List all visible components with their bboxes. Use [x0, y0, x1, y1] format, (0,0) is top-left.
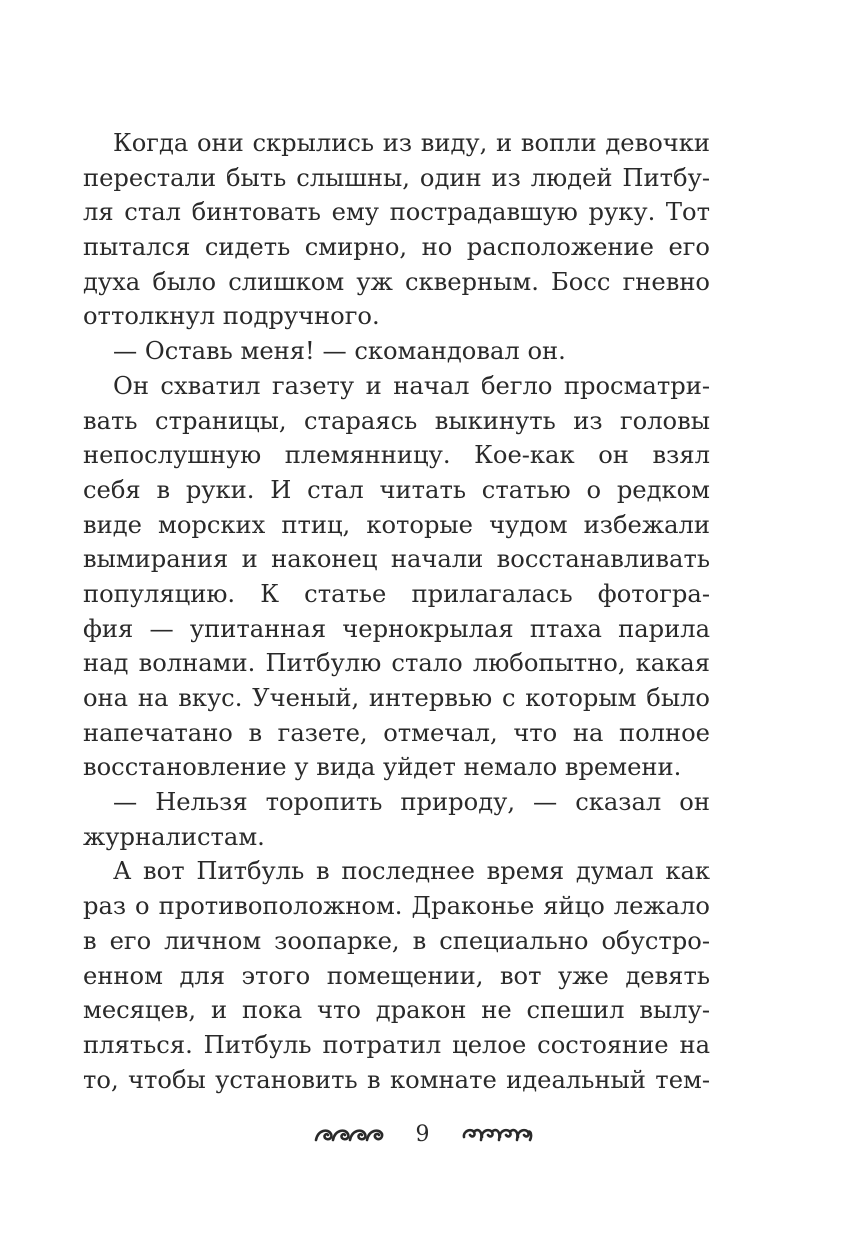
page-number: 9: [415, 1121, 430, 1147]
swirl-ornament-left-icon: [313, 1122, 385, 1146]
text-line: енном для этого помещении, вот уже девять: [83, 961, 710, 990]
text-line: месяцев, и пока что дракон не спешил вылу-: [83, 996, 710, 1025]
text-line: Он схватил газету и начал бегло просматри-: [113, 371, 710, 400]
text-line: фия — упитанная чернокрылая птаха парила: [83, 614, 710, 643]
text-line: перестали быть слышны, один из людей Питбу-: [83, 163, 710, 192]
text-line: Когда они скрылись из виду, и вопли девочки: [113, 129, 710, 157]
text-line: напечатано в газете, отмечал, что на полное: [83, 718, 710, 747]
text-line: ля стал бинтовать ему пострадавшую руку. Тот: [83, 198, 710, 227]
text-line: оттолкнул подручного.: [83, 302, 380, 331]
text-line: то, чтобы установить в комнате идеальный тем-: [83, 1065, 710, 1094]
text-line: пляться. Питбуль потратил целое состояние на: [83, 1030, 710, 1059]
text-line: — Нельзя торопить природу, — сказал он: [113, 788, 710, 817]
text-line: над волнами. Питбулю стало любопытно, какая: [83, 649, 710, 678]
text-line: популяцию. К статье прилагалась фотогра-: [83, 579, 710, 608]
text-line: в его личном зоопарке, в специально обустро-: [83, 926, 710, 955]
text-line: вымирания и наконец начали восстанавливать: [83, 545, 710, 574]
text-line: себя в руки. И стал читать статью о редком: [83, 475, 710, 504]
text-line: она на вкус. Ученый, интервью с которым было: [83, 684, 710, 712]
text-line: раз о противоположном. Драконье яйцо лежало: [83, 892, 710, 921]
body-text: [83, 126, 710, 1097]
text-line: вать страницы, стараясь выкинуть из головы: [83, 406, 710, 435]
text-line: непослушную племянницу. Кое-как он взял: [83, 441, 710, 470]
swirl-ornament-right-icon: [461, 1122, 533, 1146]
page-footer: [0, 1117, 845, 1151]
text-line: духа было слишком уж скверным. Босс гневно: [83, 267, 710, 296]
text-line: виде морских птиц, которые чудом избежали: [83, 510, 710, 539]
text-line: журналистам.: [83, 822, 265, 851]
text-line: пытался сидеть смирно, но расположение его: [83, 233, 710, 262]
text-line: восстановление у вида уйдет немало времени.: [83, 753, 682, 782]
text-line: А вот Питбуль в последнее время думал как: [113, 857, 710, 886]
text-line: — Оставь меня! — скомандовал он.: [113, 337, 566, 366]
